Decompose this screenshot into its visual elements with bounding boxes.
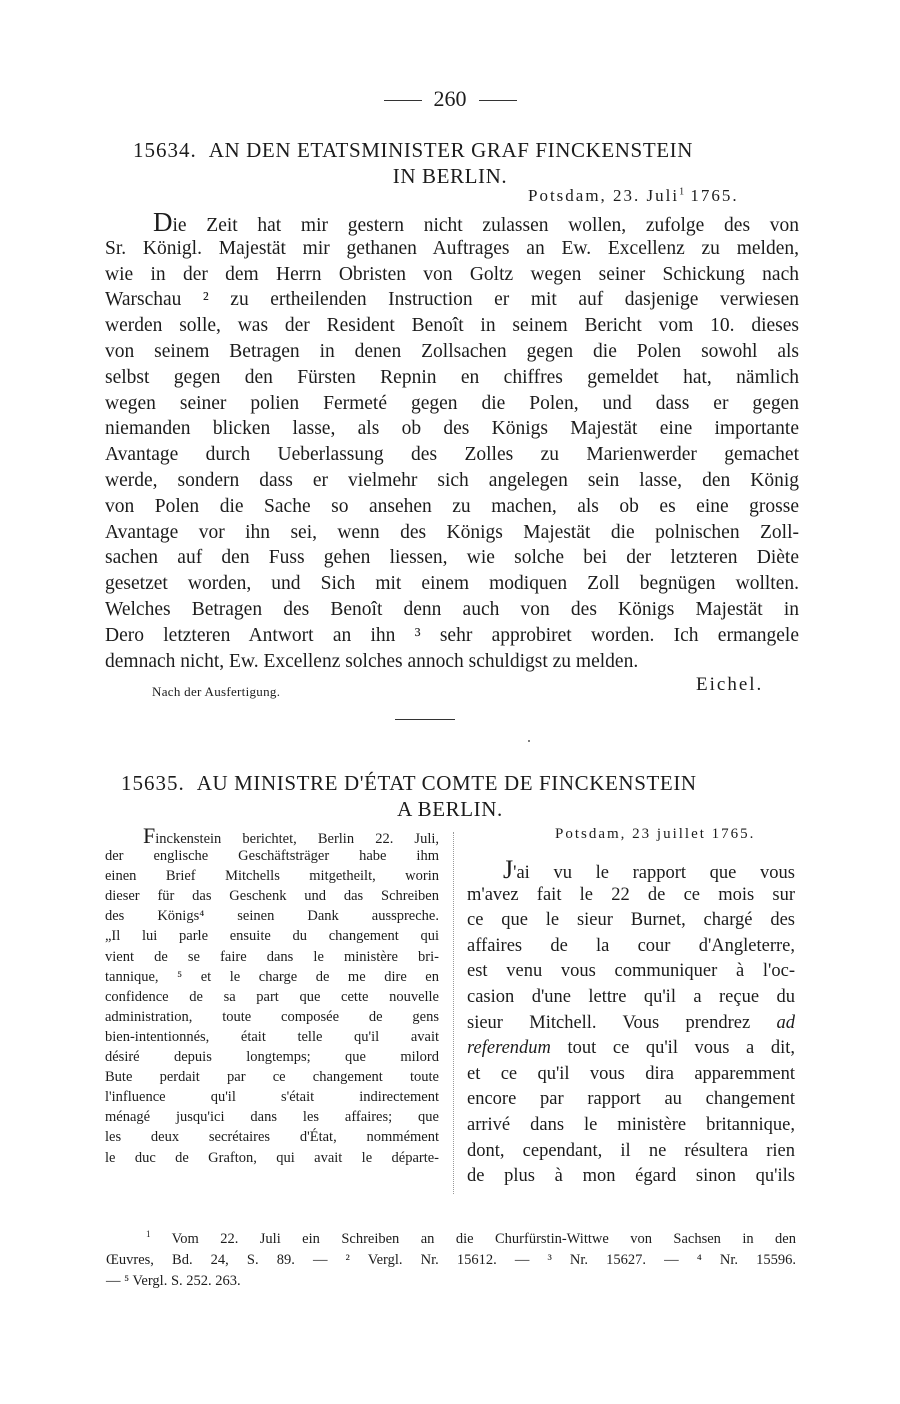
text-line: selbst gegen den Fürsten Repnin en chiffres gemeldet hat, nämlich (105, 366, 799, 388)
text-line: m'avez fait le 22 de ce mois sur (467, 884, 795, 905)
text-line: demnach nicht, Ew. Excellenz solches annoch schuldigst zu melden. (105, 650, 639, 672)
text-line: désiré depuis longtemps; que milord (105, 1049, 439, 1066)
text-line: ménagé jusqu'ici dans les affaires; que (105, 1109, 439, 1126)
text-line: Dero letzteren Antwort an ihn ³ sehr approbiret worden. Ich ermangele (105, 624, 799, 646)
text-line: einen Brief Mitchells mitgetheilt, worin (105, 868, 439, 885)
text-line: werde, sondern dass er vielmehr sich angelegen sein lasse, den König (105, 469, 799, 491)
text-line: vient de se faire dans le ministère bri- (105, 948, 439, 965)
footnote-line: Œuvres, Bd. 24, S. 89. — ² Vergl. Nr. 15612. — ³ Nr. 15627. — ⁴ Nr. 15596. (106, 1251, 796, 1268)
text-line: sieur Mitchell. Vous prendrez ad (467, 1012, 795, 1033)
letter-number: 15634. (133, 138, 197, 162)
text-line: confidence de sa part que cette nouvelle (105, 988, 439, 1005)
signature: Eichel. (696, 674, 764, 695)
heading-line: AN DEN ETATSMINISTER GRAF FINCKENSTEIN (208, 138, 694, 162)
page-number-text: 260 (433, 86, 467, 111)
divider-rule (479, 100, 517, 101)
heading-line: IN BERLIN. (392, 164, 508, 188)
section-divider (395, 719, 455, 720)
source-note: Nach der Ausfertigung. (152, 684, 281, 699)
dateline: Potsdam, 23 juillet 1765. (555, 826, 756, 842)
text-line: bien-intentionnés, était telle qu'il avait (105, 1028, 439, 1045)
text-line: von seinem Betragen in denen Zollsachen gegen die Polen sowohl als (105, 340, 799, 362)
text-line: l'influence qu'il s'était indirectement (105, 1089, 439, 1106)
text-line: dont, cependant, il ne résultera rien (467, 1140, 795, 1161)
text-line: „Il lui parle ensuite du changement qui (105, 928, 439, 945)
text-line: casion d'une lettre qu'il a reçue du (467, 986, 795, 1007)
dateline: Potsdam, 23. Juli$^1$ 1765. (528, 186, 739, 205)
letter-number: 15635. (121, 771, 185, 795)
text-line: wegen seiner polien Fermeté gegen die Polen, und dass er gegen (105, 392, 799, 414)
text-line: Sr. Königl. Majestät mir gethanen Auftrages an Ew. Excellenz zu melden, (105, 237, 799, 259)
text-line: Finckenstein berichtet, Berlin 22. Juli, (143, 823, 439, 848)
text-line: et ce qu'il vous dira apparemment (467, 1063, 795, 1084)
text-line: niemanden blicken lasse, als ob des Königs Majestät eine importante (105, 418, 799, 440)
text-line: tannique, ⁵ et le charge de me dire en (105, 968, 439, 985)
text-line: J'ai vu le rapport que vous (503, 855, 795, 884)
text-line: gesetzet worden, und Sich mit einem modiquen Zoll begnügen wollten. (105, 573, 799, 595)
text-line: Warschau ² zu ertheilenden Instruction er mit auf dasjenige verwiesen (105, 289, 799, 311)
text-line: arrivé dans le ministère britannique, (467, 1114, 795, 1135)
column-separator (453, 832, 454, 1194)
divider-rule (384, 100, 422, 101)
text-line: administration, toute composée de gens (105, 1008, 439, 1025)
text-line: Avantage durch Ueberlassung des Zolles zu Marienwerder gemachet (105, 444, 799, 466)
letter1-heading (105, 137, 795, 189)
text-line: Welches Betragen des Benoît denn auch von des Königs Majestät in (105, 598, 799, 620)
decorative-dot (528, 740, 530, 742)
text-line: de plus à mon égard sinon qu'ils (467, 1166, 795, 1187)
page-number (0, 86, 900, 112)
text-line: le duc de Grafton, qui avait le départe- (105, 1149, 439, 1166)
text-line: les deux secrétaires d'État, nommément (105, 1129, 439, 1146)
text-line: est venu vous communiquer à l'oc- (467, 961, 795, 982)
footnote-line: $^1$ Vom 22. Juli ein Schreiben an die Churfürstin-Wittwe von Sachsen in den (146, 1229, 796, 1247)
heading-line: AU MINISTRE D'ÉTAT COMTE DE FINCKENSTEIN (196, 771, 697, 795)
text-line: dieser für das Geschenk und das Schreiben (105, 888, 439, 905)
text-line: Die Zeit hat mir gestern nicht zulassen wollen, zufolge des von (153, 207, 799, 237)
text-line: ce que le sieur Burnet, chargé des (467, 910, 795, 931)
heading-line: A BERLIN. (397, 797, 503, 821)
text-line: der englische Geschäftsträger habe ihm (105, 848, 439, 865)
text-line: Avantage vor ihn sei, wenn des Königs Majestät die polnischen Zoll- (105, 521, 799, 543)
text-line: encore par rapport au changement (467, 1089, 795, 1110)
text-line: Bute perdait par ce changement toute (105, 1069, 439, 1086)
letter1-body (105, 207, 799, 674)
text-line: des Königs⁴ seinen Dank ausspreche. (105, 908, 439, 925)
footnote-line: — ⁵ Vergl. S. 252. 263. (106, 1272, 241, 1289)
text-line: sachen auf den Fuss gehen liessen, wie solche bei der letzteren Diète (105, 547, 799, 569)
summary-column (105, 823, 439, 1168)
letter2-body (467, 857, 795, 1190)
letter2-heading (105, 770, 795, 822)
text-line: von Polen die Sache so ansehen zu machen, als ob es eine grosse (105, 495, 799, 517)
text-line: referendum tout ce qu'il vous a dit, (467, 1038, 795, 1059)
text-line: werden solle, was der Resident Benoît in seinem Bericht vom 10. dieses (105, 315, 799, 337)
footnotes (106, 1224, 796, 1292)
text-line: affaires de la cour d'Angleterre, (467, 935, 795, 956)
text-line: wie in der dem Herrn Obristen von Goltz wegen seiner Schickung nach (105, 263, 799, 285)
